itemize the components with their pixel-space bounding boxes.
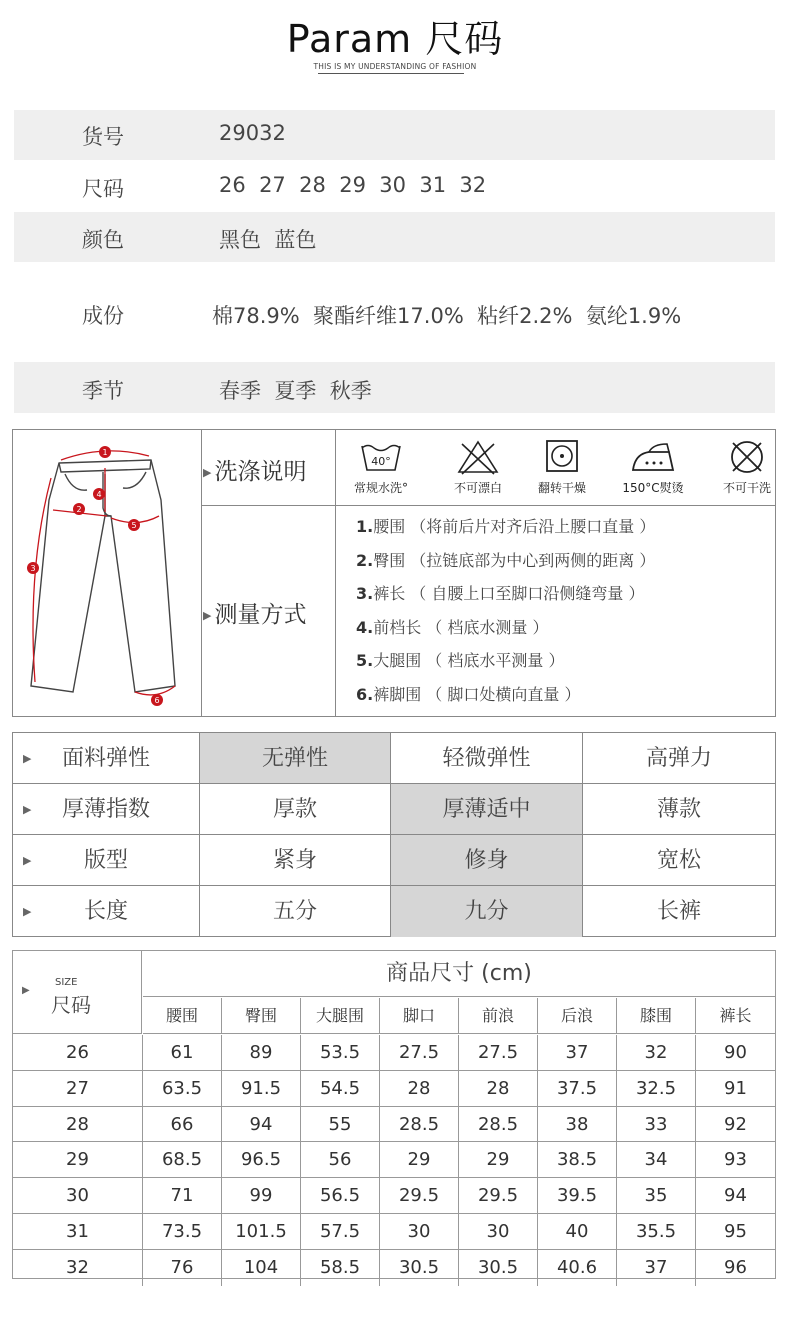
table-cell: 53.5 — [301, 1035, 380, 1071]
wash-instructions-title: ▶ 洗涤说明 — [203, 459, 307, 485]
table-cell: 91 — [696, 1071, 775, 1107]
table-cell: 29.5 — [380, 1178, 459, 1214]
table-cell: 37 — [538, 1035, 617, 1071]
table-cell: 93 — [696, 1142, 775, 1178]
table-cell: 32 — [617, 1035, 696, 1071]
iron-item — [608, 438, 698, 496]
table-cell: 101.5 — [222, 1214, 301, 1250]
table-cell: 90 — [696, 1035, 775, 1071]
table-cell: 58.5 — [301, 1250, 380, 1286]
care-measure-panel — [12, 429, 776, 717]
table-cell: 71 — [143, 1178, 222, 1214]
attribute-option: 修身 — [391, 835, 583, 886]
attribute-option: 长裤 — [656, 899, 701, 924]
table-cell: 39.5 — [538, 1178, 617, 1214]
table-cell: 28 — [380, 1071, 459, 1107]
triangle-right-icon: ▶ — [23, 803, 32, 816]
table-cell: 40.6 — [538, 1250, 617, 1286]
care-caption: 不可漂白 — [453, 481, 502, 495]
size-table — [12, 950, 776, 1279]
list-item: 4.前档长 （ 档底水测量 ） — [356, 617, 549, 637]
table-cell: 57.5 — [301, 1214, 380, 1250]
measurement-list — [356, 514, 655, 715]
table-cell: 63.5 — [143, 1071, 222, 1107]
page-subtitle: THIS IS MY UNDERSTANDING OF FASHION — [313, 62, 477, 71]
size-corner-header — [13, 951, 142, 1034]
tumble-dry-item — [517, 438, 607, 496]
table-cell: 34 — [617, 1142, 696, 1178]
table-cell: 94 — [222, 1107, 301, 1143]
attribute-row — [13, 784, 775, 835]
attribute-label: ▶ 厚薄指数 — [13, 784, 200, 835]
list-item: 3.裤长 （ 自腰上口至脚口沿侧缝弯量 ） — [356, 584, 645, 603]
column-header: 臀围 — [222, 998, 301, 1034]
table-cell: 89 — [222, 1035, 301, 1071]
list-item: 2.臀围 （拉链底部为中心到两侧的距离 ） — [356, 550, 656, 570]
care-caption: 150°C熨烫 — [622, 481, 684, 495]
table-cell: 28.5 — [380, 1107, 459, 1143]
column-header: 前浪 — [459, 998, 538, 1034]
page-header — [0, 0, 790, 95]
table-cell: 76 — [143, 1250, 222, 1286]
attribute-label: ▶ 版型 — [13, 835, 200, 886]
diagram-label-1: 1 — [102, 448, 108, 457]
table-cell: 30.5 — [380, 1250, 459, 1286]
table-cell: 35 — [617, 1178, 696, 1214]
info-label: 颜色 — [82, 228, 124, 252]
table-cell: 37 — [617, 1250, 696, 1286]
attribute-option: 高弹力 — [583, 733, 775, 784]
table-cell: 29 — [459, 1142, 538, 1178]
attribute-option: 宽松 — [583, 835, 775, 886]
table-cell: 27.5 — [459, 1035, 538, 1071]
info-value: 29032 — [219, 121, 286, 145]
column-header: 裤长 — [696, 998, 775, 1034]
table-cell: 61 — [143, 1035, 222, 1071]
column-header: 脚口 — [380, 998, 459, 1034]
pants-diagram — [13, 430, 201, 716]
table-cell: 54.5 — [301, 1071, 380, 1107]
triangle-right-icon: ▶ — [22, 985, 30, 996]
tumble-dry-icon — [540, 438, 584, 476]
size-cell: 30 — [13, 1178, 143, 1214]
table-cell: 94 — [696, 1178, 775, 1214]
column-header: 大腿围 — [301, 998, 380, 1034]
info-row-composition — [14, 262, 775, 362]
table-cell: 96.5 — [222, 1142, 301, 1178]
table-cell: 28 — [459, 1071, 538, 1107]
info-value: 春季 夏季 秋季 — [219, 379, 372, 403]
table-cell: 27.5 — [380, 1035, 459, 1071]
table-cell: 66 — [143, 1107, 222, 1143]
table-cell: 38 — [538, 1107, 617, 1143]
table-cell: 28.5 — [459, 1107, 538, 1143]
table-cell: 32.5 — [617, 1071, 696, 1107]
care-caption: 不可干洗 — [722, 481, 771, 495]
info-label: 货号 — [82, 125, 124, 149]
table-cell: 29.5 — [459, 1178, 538, 1214]
attribute-option: 九分 — [391, 886, 583, 937]
table-cell: 56.5 — [301, 1178, 380, 1214]
care-caption: 常规水洗° — [353, 481, 408, 495]
attribute-label: ▶ 长度 — [13, 886, 200, 937]
table-cell: 91.5 — [222, 1071, 301, 1107]
info-value: 26 27 28 29 30 31 32 — [219, 173, 487, 197]
info-label: 季节 — [82, 379, 124, 403]
info-row-colors — [14, 212, 775, 262]
attribute-option: 厚款 — [200, 784, 391, 835]
table-cell: 37.5 — [538, 1071, 617, 1107]
table-cell: 73.5 — [143, 1214, 222, 1250]
table-cell: 30 — [380, 1214, 459, 1250]
page-title: Param 尺码 — [286, 17, 504, 61]
size-cell: 29 — [13, 1142, 143, 1178]
table-cell: 96 — [724, 1256, 747, 1278]
size-cell: 28 — [13, 1107, 143, 1143]
info-value: 棉78.9% 聚酯纤维17.0% 粘纤2.2% 氨纶1.9% — [212, 304, 682, 328]
size-cell: 27 — [13, 1071, 143, 1107]
table-cell: 104 — [222, 1250, 301, 1286]
wash-40-item — [336, 438, 426, 496]
attribute-row — [13, 733, 775, 784]
attribute-grid — [12, 732, 776, 937]
column-header: 腰围 — [143, 998, 222, 1034]
info-row-season — [14, 362, 775, 413]
table-cell: 99 — [222, 1178, 301, 1214]
table-cell: 56 — [301, 1142, 380, 1178]
column-header: 膝围 — [617, 998, 696, 1034]
triangle-right-icon: ▶ — [23, 905, 32, 918]
attribute-option: 紧身 — [200, 835, 391, 886]
info-value: 黑色 蓝色 — [219, 228, 317, 252]
iron-icon — [629, 438, 677, 476]
no-dry-clean-icon — [725, 438, 769, 476]
attribute-option: 薄款 — [583, 784, 775, 835]
size-cell: 31 — [13, 1214, 143, 1250]
table-cell: 33 — [617, 1107, 696, 1143]
table-cell: 40 — [538, 1214, 617, 1250]
triangle-right-icon: ▶ — [203, 609, 212, 622]
list-item: 1.腰围 （将前后片对齐后沿上腰口直量 ） — [356, 517, 656, 536]
no-bleach-icon — [456, 438, 500, 476]
table-cell: 68.5 — [143, 1142, 222, 1178]
measurement-title: ▶ 测量方式 — [203, 602, 307, 628]
care-icons — [336, 430, 775, 505]
triangle-right-icon: ▶ — [23, 752, 32, 765]
table-cell: 95 — [696, 1214, 775, 1250]
wash-40-icon — [359, 438, 403, 476]
attribute-option: 无弹性 — [200, 733, 391, 784]
size-cell: 32 — [13, 1250, 143, 1286]
diagram-label-6: 6 — [154, 696, 160, 705]
table-cell: 29 — [380, 1142, 459, 1178]
attribute-label: ▶ 面料弹性 — [13, 733, 200, 784]
attribute-option: 厚薄适中 — [391, 784, 583, 835]
table-cell: 55 — [301, 1107, 380, 1143]
list-item: 6.裤脚围 （ 脚口处横向直量 ） — [356, 684, 581, 704]
attribute-option: 轻微弹性 — [391, 733, 583, 784]
care-caption: 翻转干燥 — [537, 481, 586, 495]
no-dry-clean-item — [702, 438, 790, 496]
triangle-right-icon: ▶ — [23, 854, 32, 867]
table-cell: 30.5 — [459, 1250, 538, 1286]
no-bleach-item — [433, 438, 523, 496]
table-cell: 92 — [696, 1107, 775, 1143]
list-item: 5.大腿围 （ 档底水平测量 ） — [356, 651, 565, 670]
info-label: 成份 — [82, 304, 124, 328]
size-cell: 26 — [13, 1035, 143, 1071]
table-cell: 30 — [459, 1214, 538, 1250]
size-label-cn: 尺码 — [51, 993, 91, 1017]
table-cell: 38.5 — [538, 1142, 617, 1178]
column-header: 后浪 — [538, 998, 617, 1034]
diagram-label-4: 4 — [96, 490, 102, 499]
diagram-label-5: 5 — [131, 521, 137, 530]
svg-text:40°: 40° — [371, 455, 391, 468]
info-label: 尺码 — [82, 177, 124, 201]
size-table-title: 商品尺寸 (cm) — [143, 951, 775, 997]
info-row-sizes — [14, 160, 775, 212]
triangle-right-icon: ▶ — [203, 466, 212, 479]
size-label-en: SIZE — [55, 977, 78, 988]
info-row-item-number — [14, 110, 775, 160]
attribute-row — [13, 835, 775, 886]
attribute-row — [13, 886, 775, 937]
title-divider — [318, 73, 464, 74]
diagram-label-3: 3 — [30, 564, 36, 573]
attribute-option: 五分 — [200, 886, 391, 937]
diagram-label-2: 2 — [76, 505, 82, 514]
table-cell: 35.5 — [617, 1214, 696, 1250]
